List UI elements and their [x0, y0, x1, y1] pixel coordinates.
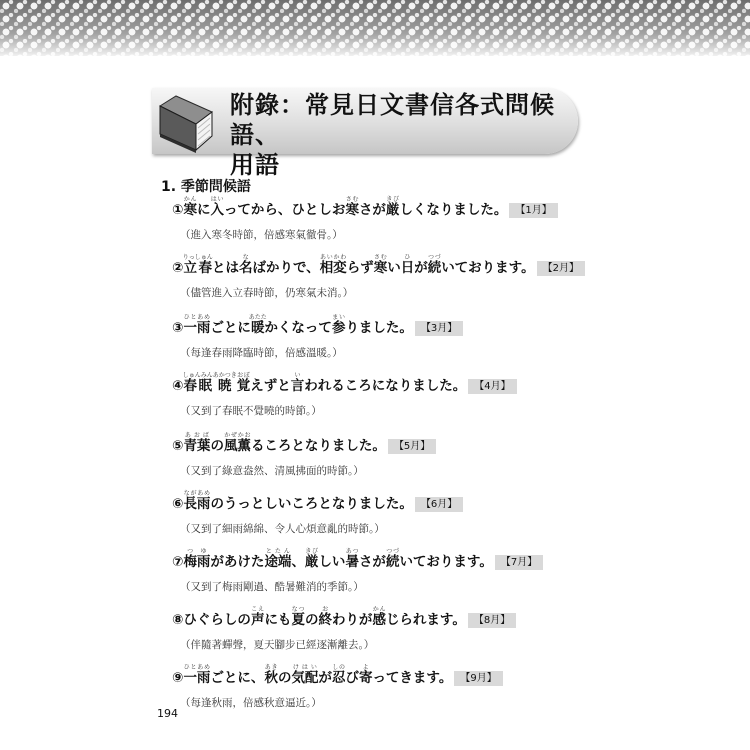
- kanji-with-furigana: [373, 254, 388, 276]
- kanji-with-furigana: [304, 548, 319, 570]
- furigana: きび: [304, 548, 319, 555]
- furigana: つゆ: [183, 548, 211, 555]
- kanji: 感: [372, 612, 386, 628]
- greeting-text: わりが: [331, 612, 373, 628]
- kanji: 参: [331, 320, 346, 336]
- furigana: とたん: [264, 548, 292, 555]
- chinese-translation: （又到了細雨綿綿、令人心煩意亂的時節。）: [180, 523, 385, 535]
- chinese-translation: （每逢春雨降臨時節，倍感溫暖。）: [180, 347, 343, 359]
- furigana: あつ: [345, 548, 359, 555]
- chinese-translation: （進入寒冬時節，倍感寒氣徹骨。）: [180, 229, 343, 241]
- kanji: 覚: [236, 378, 251, 394]
- kanji: 厳: [385, 202, 400, 218]
- greeting-text: ⑤: [172, 438, 184, 454]
- greeting-text: いております。: [399, 554, 493, 570]
- month-tag: 【7月】: [495, 555, 543, 570]
- book-icon: [152, 90, 222, 156]
- kanji: 一雨: [183, 320, 211, 336]
- greeting-entry: [172, 664, 592, 710]
- month-tag: 【1月】: [509, 203, 557, 218]
- greeting-text: にも: [264, 612, 292, 628]
- japanese-greeting: [172, 314, 592, 336]
- furigana: しゅんみん: [182, 372, 213, 379]
- greeting-text: があけた: [210, 554, 265, 570]
- kanji: 名: [238, 260, 253, 276]
- kanji: 暁: [212, 378, 237, 394]
- month-tag: 【3月】: [415, 321, 463, 336]
- page-title: [230, 90, 570, 180]
- furigana: あおば: [183, 432, 211, 439]
- furigana: けはい: [291, 664, 319, 671]
- chinese-translation: （又到了春眠不覺曉的時節。）: [180, 405, 322, 417]
- furigana: きび: [385, 196, 400, 203]
- kanji: 暑: [345, 554, 359, 570]
- greeting-text: さが: [358, 202, 386, 218]
- furigana: かん: [183, 196, 197, 203]
- chinese-translation: （又到了綠意盎然、清風拂面的時節。）: [180, 465, 364, 477]
- month-tag: 【9月】: [454, 671, 502, 686]
- kanji-with-furigana: [183, 432, 211, 454]
- kanji-with-furigana: [182, 254, 213, 276]
- furigana: まい: [331, 314, 346, 321]
- kanji: 春眠: [182, 378, 213, 394]
- kanji-with-furigana: [183, 196, 197, 218]
- furigana: かん: [372, 606, 386, 613]
- kanji: 日: [400, 260, 415, 276]
- japanese-greeting: [172, 490, 592, 512]
- greeting-entry: [172, 548, 592, 594]
- kanji-with-furigana: [345, 548, 359, 570]
- furigana: お: [318, 606, 332, 613]
- kanji-with-furigana: [182, 372, 213, 394]
- greeting-text: えずと: [250, 378, 291, 394]
- greeting-text: ①: [172, 202, 184, 218]
- kanji: 忍: [331, 670, 346, 686]
- kanji-with-furigana: [385, 196, 400, 218]
- furigana: なつ: [291, 606, 305, 613]
- greeting-text: が: [318, 670, 332, 686]
- japanese-greeting: [172, 372, 592, 394]
- kanji: 終: [318, 612, 332, 628]
- kanji-with-furigana: [291, 664, 319, 686]
- kanji: 寒: [373, 260, 388, 276]
- kanji: 秋: [264, 670, 278, 686]
- chinese-translation: （每逢秋雨，倍感秋意逼近。）: [180, 697, 322, 709]
- kanji: 一雨: [183, 670, 211, 686]
- kanji-with-furigana: [331, 314, 346, 336]
- kanji: 夏: [291, 612, 305, 628]
- greeting-text: ⑥: [172, 496, 184, 512]
- greeting-text: われるころになりました。: [304, 378, 467, 394]
- furigana: よ: [358, 664, 373, 671]
- kanji-with-furigana: [223, 432, 251, 454]
- greeting-text: のうっとしいころとなりました。: [210, 496, 413, 512]
- greeting-text: りました。: [345, 320, 413, 336]
- greeting-text: の: [210, 438, 224, 454]
- greeting-text: に: [196, 202, 211, 218]
- kanji: 続: [385, 554, 400, 570]
- chinese-translation: （又到了梅雨剛過、酷暑難消的季節。）: [180, 581, 364, 593]
- greeting-text: しくなりました。: [399, 202, 508, 218]
- greeting-text: らず: [346, 260, 374, 276]
- furigana: はい: [210, 196, 224, 203]
- kanji: 厳: [304, 554, 319, 570]
- greeting-entry: [172, 314, 592, 360]
- furigana: ひとあめ: [183, 664, 211, 671]
- furigana: あかつき: [212, 372, 237, 379]
- furigana: あいかわ: [319, 254, 347, 261]
- greeting-text: の: [304, 612, 319, 628]
- kanji-with-furigana: [345, 196, 359, 218]
- month-tag: 【4月】: [468, 379, 516, 394]
- kanji-with-furigana: [400, 254, 415, 276]
- kanji: 声: [250, 612, 265, 628]
- greeting-text: ③: [172, 320, 184, 336]
- kanji-with-furigana: [210, 196, 224, 218]
- kanji-with-furigana: [248, 314, 267, 336]
- chinese-translation: （儘管進入立春時節，仍寒氣未消。）: [180, 287, 354, 299]
- greeting-entry: [172, 432, 592, 478]
- kanji: 寒: [183, 202, 197, 218]
- furigana: こえ: [250, 606, 265, 613]
- month-tag: 【6月】: [415, 497, 463, 512]
- kanji-with-furigana: [212, 372, 237, 394]
- kanji-with-furigana: [183, 548, 211, 570]
- kanji-with-furigana: [427, 254, 442, 276]
- kanji: 続: [427, 260, 442, 276]
- greeting-text: が: [414, 260, 428, 276]
- kanji-with-furigana: [358, 664, 373, 686]
- kanji-with-furigana: [385, 548, 400, 570]
- greeting-text: いております。: [441, 260, 535, 276]
- kanji: 入: [210, 202, 224, 218]
- kanji: 青葉: [183, 438, 211, 454]
- furigana: かぜかお: [223, 432, 251, 439]
- greeting-entry: [172, 490, 592, 536]
- kanji: 相変: [319, 260, 347, 276]
- furigana: つづ: [385, 548, 400, 555]
- greeting-text: さが: [358, 554, 386, 570]
- kanji-with-furigana: [331, 664, 346, 686]
- kanji-with-furigana: [319, 254, 347, 276]
- furigana: ひとあめ: [183, 314, 211, 321]
- kanji-with-furigana: [250, 606, 265, 628]
- furigana: さむ: [373, 254, 388, 261]
- header-fade: [0, 0, 750, 60]
- kanji-with-furigana: [183, 490, 211, 512]
- kanji: 気配: [291, 670, 319, 686]
- greeting-text: ってきます。: [372, 670, 453, 686]
- month-tag: 【8月】: [468, 613, 516, 628]
- japanese-greeting: [172, 432, 592, 454]
- greeting-text: ⑧ひぐらしの: [172, 612, 251, 628]
- greeting-text: ばかりで、: [252, 260, 320, 276]
- kanji-with-furigana: [372, 606, 386, 628]
- greeting-text: るころとなりました。: [250, 438, 386, 454]
- japanese-greeting: [172, 606, 592, 628]
- title-line-2: 用語: [230, 151, 280, 179]
- furigana: あき: [264, 664, 278, 671]
- chinese-translation: （伴隨著蟬聲，夏天腳步已經逐漸離去。）: [180, 639, 375, 651]
- kanji-with-furigana: [183, 664, 211, 686]
- section-heading: 1. 季節問候語: [161, 179, 251, 195]
- greeting-text: の: [277, 670, 292, 686]
- japanese-greeting: [172, 664, 592, 686]
- greeting-entry: [172, 196, 592, 242]
- furigana: な: [238, 254, 253, 261]
- kanji: 寒: [345, 202, 359, 218]
- furigana: つづ: [427, 254, 442, 261]
- greeting-text: い: [387, 260, 401, 276]
- greeting-entry: [172, 606, 592, 652]
- title-line-1: 附錄：常見日文書信各式問候語、: [230, 91, 555, 149]
- greeting-text: ②: [172, 260, 184, 276]
- furigana: ひ: [400, 254, 415, 261]
- kanji-with-furigana: [290, 372, 305, 394]
- kanji: 長雨: [183, 496, 211, 512]
- greeting-text: ごとに: [210, 320, 251, 336]
- greeting-text: じられます。: [385, 612, 466, 628]
- furigana: おぼ: [236, 372, 251, 379]
- greeting-text: ごとに、: [210, 670, 265, 686]
- kanji-with-furigana: [183, 314, 211, 336]
- furigana: あたた: [248, 314, 267, 321]
- greeting-text: ってから、ひとしお: [223, 202, 346, 218]
- month-tag: 【5月】: [388, 439, 436, 454]
- greeting-text: しい: [318, 554, 346, 570]
- japanese-greeting: [172, 254, 592, 276]
- kanji: 立春: [182, 260, 213, 276]
- greeting-text: ④: [172, 378, 184, 394]
- kanji-with-furigana: [238, 254, 253, 276]
- month-tag: 【2月】: [537, 261, 585, 276]
- kanji: 梅雨: [183, 554, 211, 570]
- greeting-text: び: [345, 670, 359, 686]
- greeting-text: 、: [291, 554, 305, 570]
- page-number: 194: [157, 707, 178, 720]
- kanji: 言: [290, 378, 305, 394]
- kanji-with-furigana: [264, 548, 292, 570]
- furigana: しの: [331, 664, 346, 671]
- greeting-text: ⑨: [172, 670, 184, 686]
- furigana: りっしゅん: [182, 254, 213, 261]
- greeting-entry: [172, 254, 592, 300]
- greeting-text: とは: [211, 260, 239, 276]
- kanji: 暖: [248, 320, 267, 336]
- kanji: 寄: [358, 670, 373, 686]
- kanji-with-furigana: [318, 606, 332, 628]
- kanji-with-furigana: [236, 372, 251, 394]
- kanji: 途端: [264, 554, 292, 570]
- kanji: 風薫: [223, 438, 251, 454]
- furigana: さむ: [345, 196, 359, 203]
- greeting-entry: [172, 372, 592, 418]
- japanese-greeting: [172, 548, 592, 570]
- furigana: い: [290, 372, 305, 379]
- greeting-text: かくなって: [264, 320, 332, 336]
- kanji-with-furigana: [291, 606, 305, 628]
- kanji-with-furigana: [264, 664, 278, 686]
- greeting-text: ⑦: [172, 554, 184, 570]
- japanese-greeting: [172, 196, 592, 218]
- furigana: ながあめ: [183, 490, 211, 497]
